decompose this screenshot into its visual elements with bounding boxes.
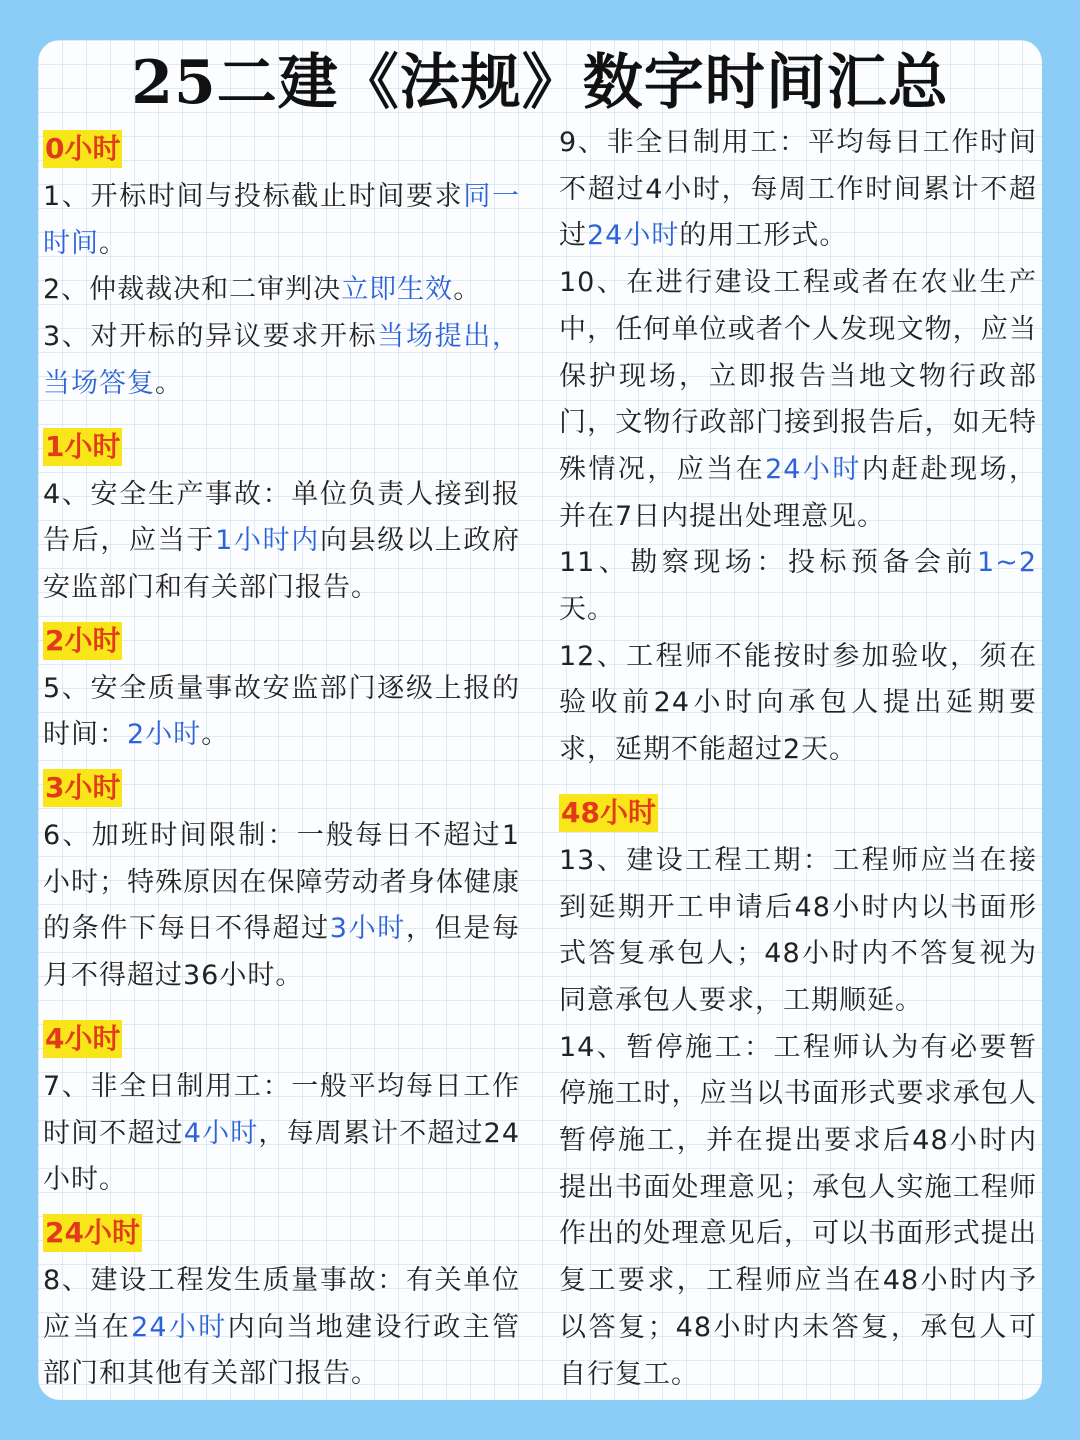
item-text: 4、安全生产事故：单位负责人接到报告后，应当于	[43, 478, 520, 557]
section-heading-2h: 2小时	[43, 622, 122, 660]
item-3	[43, 314, 520, 407]
item-text: 1、开标时间与投标截止时间要求	[43, 181, 464, 212]
left-column	[43, 120, 520, 1398]
item-text: 。	[453, 274, 482, 306]
right-column	[559, 120, 1037, 1398]
item-text: ，每周累计不超过24小时。	[43, 1117, 521, 1196]
item-7	[43, 1064, 520, 1204]
item-text: 的用工形式。	[679, 220, 848, 252]
item-text: 。	[201, 719, 230, 751]
item-8	[43, 1258, 520, 1398]
section-heading-3h: 3小时	[43, 769, 122, 807]
section-heading-48h: 48小时	[559, 794, 658, 832]
section-heading-0h: 0小时	[43, 130, 122, 168]
highlight-text: 同一时间	[43, 181, 521, 259]
item-text: 天。	[559, 594, 615, 626]
item-text: 10、在进行建设工程或者在农业生产中，任何单位或者个人发现文物，应当保护现场，立即报告当地文物行政部门，文物行政部门接到报告后，如无特殊情况，应当在	[559, 267, 1037, 485]
item-text: 5、安全质量事故安监部门逐级上报的时间：	[43, 672, 520, 751]
page-title: 25二建《法规》数字时间汇总	[131, 48, 949, 118]
item-13: 13、建设工程工期：工程师应当在接到延期开工申请后48小时内以书面形式答复承包人；48小时内不答复视为同意承包人要求，工期顺延。	[559, 844, 1037, 1016]
highlight-text: 3小时	[329, 913, 406, 945]
highlight-text: 1~2	[977, 547, 1037, 579]
item-5	[43, 666, 520, 759]
item-12: 12、工程师不能按时参加验收，须在验收前24小时向承包人提出延期要求，延期不能超过2天。	[559, 640, 1037, 766]
highlight-text: 2小时	[127, 719, 202, 751]
content-card	[38, 40, 1042, 1400]
section-heading-4h: 4小时	[43, 1020, 122, 1058]
item-9	[559, 120, 1037, 260]
item-text: 9、非全日制用工：平均每日工作时间不超过4小时，每周工作时间累计不超过	[559, 127, 1037, 252]
item-text: 7、非全日制用工：一般平均每日工作时间不超过	[43, 1070, 520, 1149]
item-10	[559, 260, 1037, 540]
highlight-text: 24小时	[765, 453, 862, 485]
item-text: 2、仲裁裁决和二审判决	[43, 274, 342, 306]
item-text: 内赶赴现场，并在7日内提出处理意见。	[559, 453, 1038, 532]
item-6	[43, 813, 520, 1000]
item-text: 。	[99, 227, 127, 259]
item-11	[559, 540, 1037, 633]
section-heading-1h: 1小时	[43, 428, 122, 466]
highlight-text: 24小时	[587, 220, 680, 252]
item-4	[43, 472, 520, 612]
highlight-text: 当场提出，当场答复	[43, 321, 520, 399]
item-text: 11、勘察现场：投标预备会前	[559, 547, 978, 579]
item-2	[43, 267, 520, 314]
highlight-text: 24小时	[131, 1311, 228, 1343]
highlight-text: 立即生效	[341, 274, 454, 306]
item-text: 。	[155, 367, 183, 399]
item-text: 3、对开标的异议要求开标	[43, 321, 378, 353]
item-text: 8、建设工程发生质量事故：有关单位应当在	[43, 1264, 520, 1343]
highlight-text: 1小时内	[215, 525, 320, 557]
item-14: 14、暂停施工：工程师认为有必要暂停施工时，应当以书面形式要求承包人暂停施工，并在提出要求后48小时内提出书面处理意见；承包人实施工程师作出的处理意见后，可以书面形式提出复工要求，工程师应当在48小时内予以答复；48小时内未答复，承包人可自行复工。	[559, 1031, 1037, 1390]
highlight-text: 4小时	[183, 1117, 259, 1149]
item-text: 内向当地建设行政主管部门和其他有关部门报告。	[43, 1311, 521, 1390]
item-1	[43, 174, 520, 267]
section-heading-24h: 24小时	[43, 1214, 142, 1252]
item-text: 6、加班时间限制：一般每日不超过1小时；特殊原因在保障劳动者身体健康的条件下每日不得超过	[43, 820, 520, 945]
item-text: ，但是每月不得超过36小时。	[43, 913, 521, 992]
item-text: 向县级以上政府安监部门和有关部门报告。	[43, 525, 521, 603]
